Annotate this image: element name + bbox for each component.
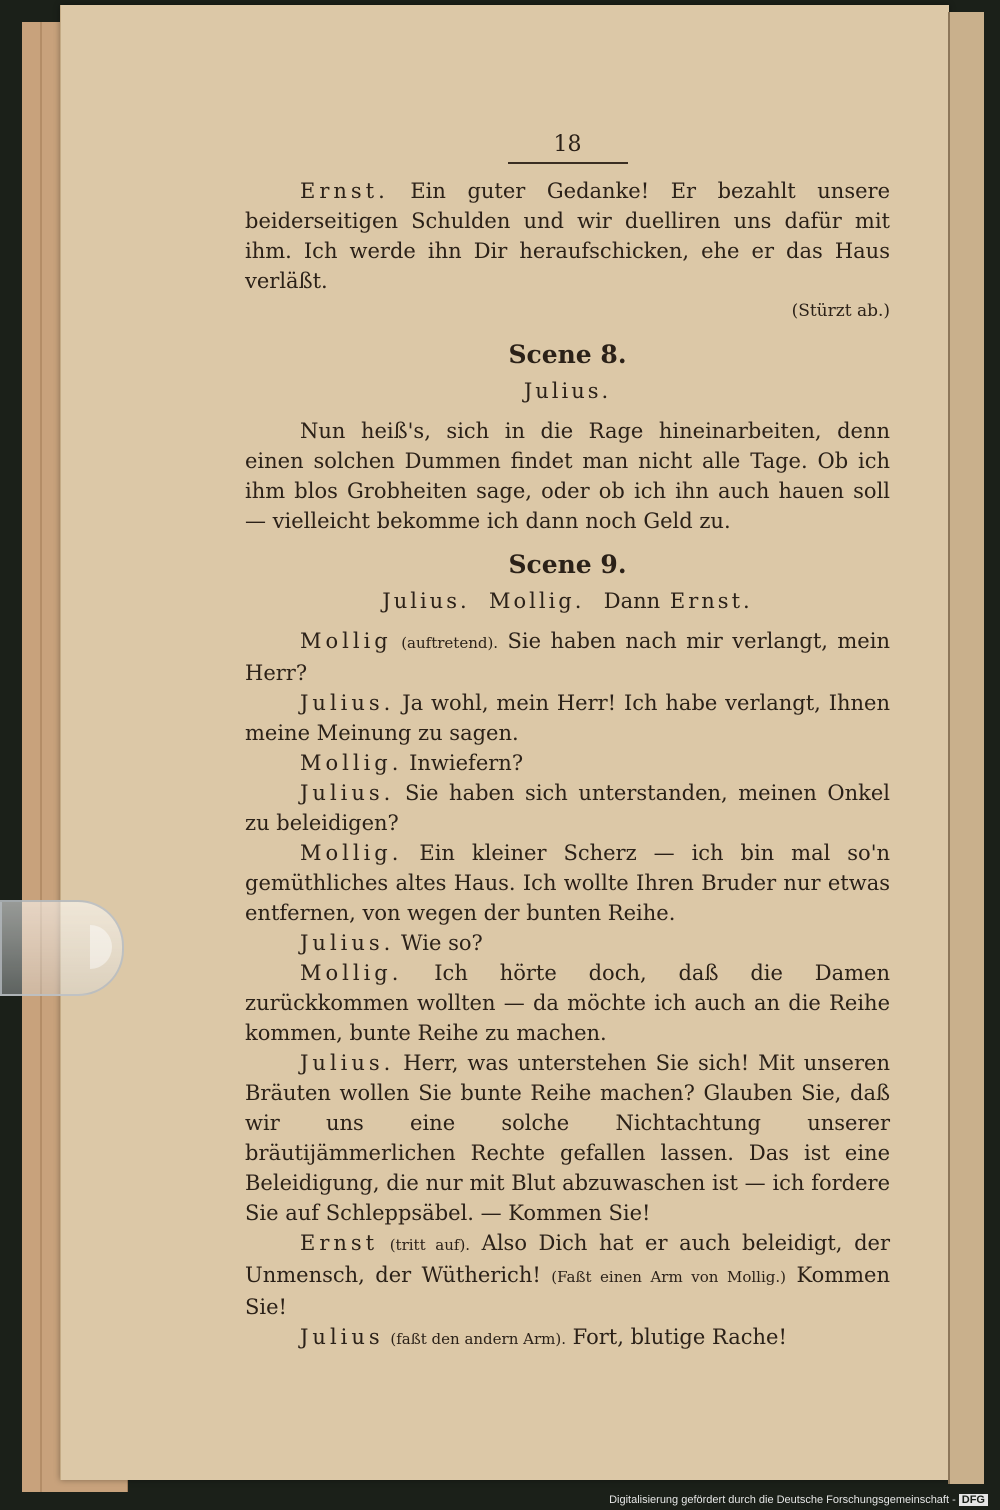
dialogue-line: Mollig. Inwiefern? [300,751,524,775]
scene-characters: Julius. [523,379,612,403]
dialogue-line: Mollig. Ich hörte doch, daß die Damen zurückkommen wollten — da möchte ich auch an die Reihe kommen, bunte Reihe zu machen. [245,961,890,1045]
dialogue-line: Julius (faßt den andern Arm). Fort, blutige Rache! [300,1325,787,1349]
monologue-julius: Nun heiß's, sich in die Rage hineinarbeiten, denn einen solchen Dummen findet man nicht alle Tage. Ob ich ihm blos Grobheiten sage, oder ob ich ihn auch hauen soll — vielleicht bekomme ich dann noch Geld zu. [245,419,890,533]
dialogue-line: Julius. Herr, was unterstehen Sie sich! Mit unseren Bräuten wollen Sie bunte Reihe machen? Glauben Sie, daß wir uns eine solche Nichtachtung unserer bräutijämmerlichen Rechte gefallen lassen. Das ist eine Beleidigung, die nur mit Blut abzuwaschen ist — ich fordere Sie auf Schleppsäbel. — Kommen Sie! [245,1051,890,1225]
dialogue-line: Ernst (tritt auf). Also Dich hat er auch beleidigt, der Unmensch, der Wütherich! (Faßt einen Arm von Mollig.) Kommen Sie! [245,1231,890,1319]
page-text [245,130,890,1354]
digitization-credit: Digitalisierung gefördert durch die Deutsche Forschungsgemeinschaft - DFG [609,1494,988,1506]
stage-direction: (Stürzt ab.) [791,301,890,321]
speech-ernst [245,176,890,296]
dialogue-line: Mollig (auftretend). Sie haben nach mir verlangt, mein Herr? [245,629,890,685]
speaker-name: Ernst. [300,179,389,203]
header-rule [508,162,628,164]
page-number: 18 [553,132,582,157]
dialogue-line: Julius. Sie haben sich unterstanden, meinen Onkel zu beleidigen? [245,781,890,835]
cover-edge [40,22,42,1492]
dialogue-line: Julius. Wie so? [300,931,483,955]
dialogue-line: Julius. Ja wohl, mein Herr! Ich habe verlangt, Ihnen meine Meinung zu sagen. [245,691,890,745]
dfg-logo: DFG [959,1494,988,1506]
page-edge-right [948,12,984,1484]
scene-heading: Scene 8. [508,340,627,369]
dialogue-line: Mollig. Ein kleiner Scherz — ich bin mal so'n gemüthliches altes Haus. Ich wollte Ihren Bruder nur etwas entfernen, von wegen der bunten Reihe. [245,841,890,925]
scene-characters: Julius. Mollig. Dann Ernst. [382,589,753,613]
speech-text: Ein guter Gedanke! Er bezahlt unsere beiderseitigen Schulden und wir duelliren uns dafür mit ihm. Ich werde ihn Dir heraufschicken, ehe er das Haus verläßt. [245,179,890,293]
scene-heading: Scene 9. [508,550,627,579]
